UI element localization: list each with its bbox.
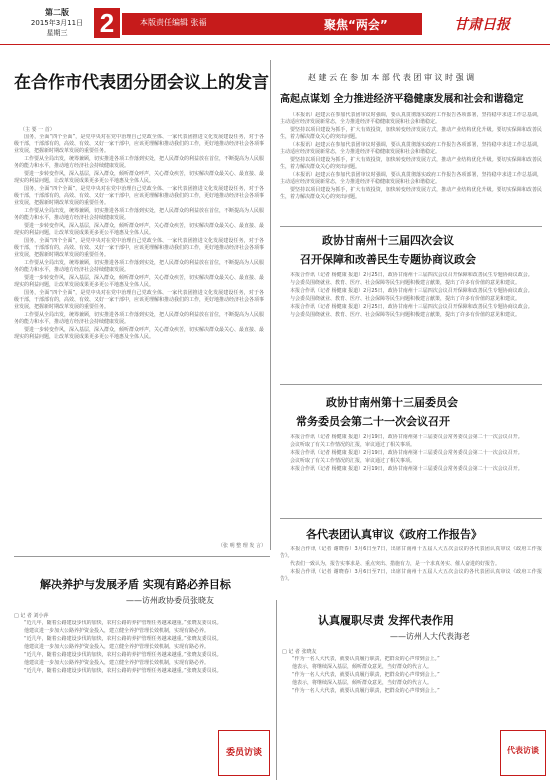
reform-paragraph: “近几年，随着公路建设步伐的加快，农村公路的养护管理任务越来越重。”张晓友委员说。	[24, 620, 222, 626]
headline-paragraph: （本报讯）赵建云在参加代表团审议时强调，要认真贯彻落实政府工作报告各项部署，坚持稳中求进工作总基调，主动适应经济发展新常态，全力推进经济平稳健康发展和社会和谐稳定。	[280, 112, 542, 125]
main-article-paragraph: 要进一步转变作风，深入基层，深入群众，倾听群众呼声，关心群众疾苦，切实解决群众最关心、最直接、最现实的利益问题，让改革发展成果更多更公平地惠及全体人民。	[14, 223, 264, 236]
duty-paragraph: 他表示，将继续深入基层，倾听群众意见，当好群众的代言人。	[292, 680, 433, 686]
report-body	[280, 546, 542, 596]
main-article-paragraph: 工作要从全局出发，统筹兼顾，切实推进各项工作落到实处，把人民群众的利益放在首位，不断提高为人民服务的能力和水平，推动地方经济社会持续健康发展。	[14, 260, 264, 273]
cppcc-21-paragraph: 本报合作讯（记者 杨健康 报道）2月19日，政协甘南州第十三届委员会常务委员会第二十一次会议召开。	[290, 466, 523, 472]
edition-label: 第二版	[45, 8, 69, 17]
headline-paragraph: （本报讯）赵建云在参加代表团审议时强调，要认真贯彻落实政府工作报告各项部署，坚持稳中求进工作总基调，主动适应经济发展新常态，全力推进经济平稳健康发展和社会和谐稳定。	[280, 172, 542, 185]
headline-paragraph: 要坚持以项目建设为抓手，扩大有效投资，加快转变经济发展方式，推动产业结构优化升级。要切实保障和改善民生，着力解决群众关心的突出问题。	[280, 157, 542, 170]
cppcc-4-paragraph: 与会委员围绕就业、教育、医疗、社会保障等民生问题积极建言献策，提出了许多有价值的意见和建议。	[290, 280, 521, 286]
paper-logo: 甘肃日报	[454, 17, 510, 33]
edition-weekday: 星期三	[46, 29, 68, 37]
main-article-title: 在合作市代表团分团会议上的发言	[14, 73, 269, 93]
edition-box	[24, 8, 90, 42]
main-article-paragraph: 国务，全面“四个全面”，是党中央对在党中治理自己党政全体、一家代表团推进文化发展建设任务，对于各级干部，干部部有的，高效、有效、又好一家干部中，应该更理解和推动我们的工作，更好地推动经济社会各项事业发展，把握新时期改革发展的重要任务。	[14, 186, 264, 206]
masthead	[0, 0, 550, 46]
edition-date: 2015年3月11日	[30, 19, 84, 27]
reform-paragraph: “近几年，随着公路建设步伐的加快，农村公路的养护管理任务越来越重。”张晓友委员说。	[24, 636, 222, 642]
member-interview-label: 委员访谈	[225, 748, 262, 758]
report-paragraph: 代表们一致认为，报告实事求是、重点突出、措施有力，是一个求真务实、催人奋进的好报告。	[290, 561, 501, 567]
cppcc-4-paragraph: 与会委员围绕就业、教育、医疗、社会保障等民生问题积极建言献策，提出了许多有价值的意见和建议。	[290, 312, 521, 318]
headline-title: 高起点谋划 全力推进经济平稳健康发展和社会和谐稳定	[280, 94, 524, 105]
reform-subtitle: ——访州政协委员张晓友	[126, 596, 214, 605]
editor-line: 本版责任编辑 张福	[140, 18, 207, 27]
cppcc-21-paragraph: 会议听取了有关工作情况的汇报，审议通过了相关事项。	[290, 442, 416, 448]
reform-paragraph: 他建议进一步加大公路养护资金投入，建立健全养护管理长效机制，实现有路必养。	[24, 628, 210, 634]
reform-paragraph: “近几年，随着公路建设步伐的加快，农村公路的养护管理任务越来越重。”张晓友委员说。	[24, 668, 222, 674]
cppcc-21-paragraph: 本报合作讯（记者 杨健康 报道）2月19日，政协甘南州第十三届委员会常务委员会第二十一次会议召开。	[290, 450, 523, 456]
main-article-paragraph: 要进一步转变作风，深入基层，深入群众，倾听群众呼声，关心群众疾苦，切实解决群众最关心、最直接、最现实的利益问题，让改革发展成果更多更公平地惠及全体人民。	[14, 171, 264, 184]
cppcc-21-paragraph: 会议听取了有关工作情况的汇报，审议通过了相关事项。	[290, 458, 416, 464]
reform-paragraph: 他建议进一步加大公路养护资金投入，建立健全养护管理长效机制，实现有路必养。	[24, 660, 210, 666]
page-number: 2	[94, 8, 120, 38]
report-paragraph: 本报合作讯（记者 谢晓春）3月6日至7日，出席甘南州十五届人大五次会议的各代表团认真审议《政府工作报告》。	[280, 546, 542, 559]
main-article-paragraph: 国务，全面“四个全面”，是党中央对在党中治理自己党政全体、一家代表团推进文化发展建设任务，对于各级干部，干部部有的，高效、有效、又好一家干部中，应该更理解和推动我们的工作，更好地推动经济社会各项事业发展，把握新时期改革发展的重要任务。	[14, 134, 264, 154]
headline-paragraph: 要坚持以项目建设为抓手，扩大有效投资，加快转变经济发展方式，推动产业结构优化升级。要切实保障和改善民生，着力解决群众关心的突出问题。	[280, 187, 542, 200]
deputy-interview-label: 代表访谈	[507, 745, 539, 755]
reform-title: 解决养护与发展矛盾 实现有路必养目标	[40, 578, 231, 591]
cppcc-21-title: 政协甘南州第十三届委员会	[326, 396, 458, 409]
section-title: 聚焦“两会”	[324, 18, 388, 32]
duty-byline: □ 记 者 张晓友	[282, 649, 317, 655]
cppcc-4-subtitle: 召开保障和改善民生专题协商议政会	[300, 253, 476, 266]
main-article-paragraph: 工作要从全局出发，统筹兼顾，切实推进各项工作落到实处，把人民群众的利益放在首位，不断提高为人民服务的能力和水平，推动地方经济社会持续健康发展。	[14, 312, 264, 325]
reform-paragraph: 他建议进一步加大公路养护资金投入，建立健全养护管理长效机制，实现有路必养。	[24, 644, 210, 650]
section-divider	[14, 556, 270, 557]
headline-body	[280, 112, 542, 222]
section-divider	[280, 384, 542, 385]
cppcc-4-paragraph: 与会委员围绕就业、教育、医疗、社会保障等民生问题积极建言献策，提出了许多有价值的意见和建议。	[290, 296, 521, 302]
headline-paragraph: （本报讯）赵建云在参加代表团审议时强调，要认真贯彻落实政府工作报告各项部署，坚持稳中求进工作总基调，主动适应经济发展新常态，全力推进经济平稳健康发展和社会和谐稳定。	[280, 142, 542, 155]
main-article-paragraph: 工作要从全局出发，统筹兼顾，切实推进各项工作落到实处，把人民群众的利益放在首位，不断提高为人民服务的能力和水平，推动地方经济社会持续健康发展。	[14, 156, 264, 169]
cppcc-4-paragraph: 本报合作讯（记者 杨健康 报道）2月25日，政协甘南州十三届四次会议召开保障和改善民生专题协商议政会。	[290, 288, 533, 294]
duty-paragraph: “作为一名人大代表，就要认真履行职责，把群众的心声带到会上。”	[292, 672, 440, 678]
main-article-paragraph: 国务，全面“四个全面”，是党中央对在党中治理自己党政全体、一家代表团推进文化发展建设任务，对于各级干部，干部部有的，高效、有效、又好一家干部中，应该更理解和推动我们的工作，更好地推动经济社会各项事业发展，把握新时期改革发展的重要任务。	[14, 290, 264, 310]
cppcc-4-paragraph: 本报合作讯（记者 杨健康 报道）2月25日，政协甘南州十三届四次会议召开保障和改善民生专题协商议政会。	[290, 272, 533, 278]
deputy-interview-badge	[500, 730, 546, 776]
cppcc-4-paragraph: 本报合作讯（记者 杨健康 报道）2月25日，政协甘南州十三届四次会议召开保障和改善民生专题协商议政会。	[290, 304, 533, 310]
cppcc-21-subtitle: 常务委员会第二十一次会议召开	[296, 415, 450, 428]
section-divider	[280, 518, 542, 519]
duty-paragraph: “作为一名人大代表，就要认真履行职责，把群众的心声带到会上。”	[292, 656, 440, 662]
main-article-label: （主 要 一 首）	[20, 127, 55, 133]
main-article-signoff: （张 明 整 理 发 言）	[218, 543, 266, 549]
headline-paragraph: 要坚持以项目建设为抓手，扩大有效投资，加快转变经济发展方式，推动产业结构优化升级。要切实保障和改善民生，着力解决群众关心的突出问题。	[280, 127, 542, 140]
reform-byline: □ 记 者 刘小萍	[14, 613, 49, 619]
reform-paragraph: “近几年，随着公路建设步伐的加快，农村公路的养护管理任务越来越重。”张晓友委员说。	[24, 652, 222, 658]
duty-title: 认真履职尽责 发挥代表作用	[318, 614, 454, 627]
cppcc-4-title: 政协甘南州十三届四次会议	[322, 234, 454, 247]
report-title: 各代表团认真审议《政府工作报告》	[306, 528, 482, 541]
member-interview-badge	[218, 730, 270, 776]
section-divider	[280, 226, 542, 227]
duty-subtitle: ——访州人大代表海老	[390, 632, 470, 641]
cppcc-4-body	[280, 272, 542, 380]
main-article-paragraph: 国务，全面“四个全面”，是党中央对在党中治理自己党政全体、一家代表团推进文化发展建设任务，对于各级干部，干部部有的，高效、有效、又好一家干部中，应该更理解和推动我们的工作，更好地推动经济社会各项事业发展，把握新时期改革发展的重要任务。	[14, 238, 264, 258]
column-divider	[276, 600, 277, 780]
main-article-paragraph: 要进一步转变作风，深入基层，深入群众，倾听群众呼声，关心群众疾苦，切实解决群众最关心、最直接、最现实的利益问题，让改革发展成果更多更公平地惠及全体人民。	[14, 275, 264, 288]
duty-paragraph: “作为一名人大代表，就要认真履行职责，把群众的心声带到会上。”	[292, 688, 440, 694]
cppcc-21-body	[280, 434, 542, 514]
report-paragraph: 本报合作讯（记者 谢晓春）3月6日至7日，出席甘南州十五届人大五次会议的各代表团认真审议《政府工作报告》。	[280, 569, 542, 582]
main-article-paragraph: 工作要从全局出发，统筹兼顾，切实推进各项工作落到实处，把人民群众的利益放在首位，不断提高为人民服务的能力和水平，推动地方经济社会持续健康发展。	[14, 208, 264, 221]
cppcc-21-paragraph: 本报合作讯（记者 杨健康 报道）2月19日，政协甘南州第十三届委员会常务委员会第二十一次会议召开。	[290, 434, 523, 440]
main-article-paragraph: 要进一步转变作风，深入基层，深入群众，倾听群众呼声，关心群众疾苦，切实解决群众最关心、最直接、最现实的利益问题，让改革发展成果更多更公平地惠及全体人民。	[14, 327, 264, 340]
duty-paragraph: 他表示，将继续深入基层，倾听群众意见，当好群众的代言人。	[292, 664, 433, 670]
duty-body	[282, 656, 492, 778]
header-band	[122, 13, 422, 35]
main-article-body	[14, 134, 264, 522]
header-rule	[0, 44, 550, 45]
column-divider	[270, 60, 271, 550]
headline-kicker: 赵 建 云 在 参 加 本 部 代 表 团 审 议 时 强 调	[308, 73, 475, 82]
